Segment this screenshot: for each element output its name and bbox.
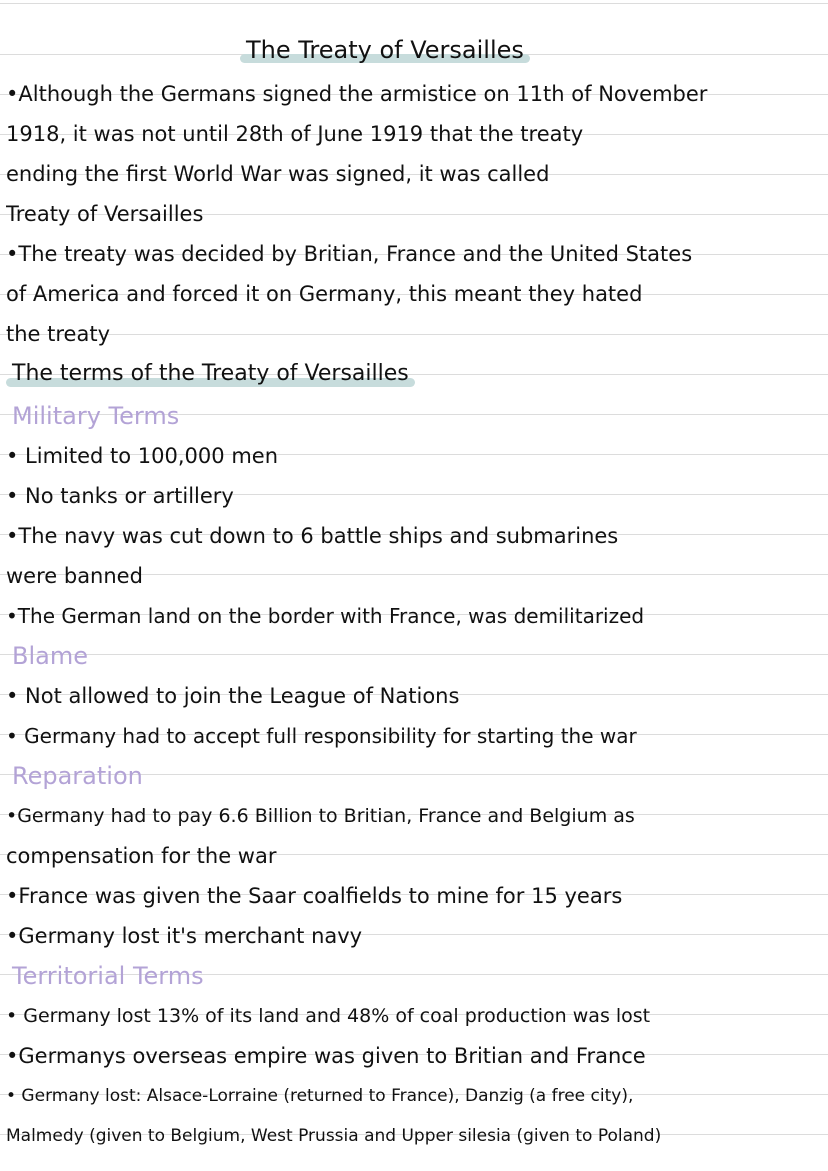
list-item: •Germanys overseas empire was given to Britian and France — [6, 1044, 646, 1068]
intro-line: •The treaty was decided by Britian, France and the United States — [6, 242, 693, 266]
subtitle-wrap — [12, 354, 409, 394]
list-item: Malmedy (given to Belgium, West Prussia and Upper silesia (given to Poland) — [6, 1126, 662, 1146]
list-item: •The navy was cut down to 6 battle ships and submarines — [6, 524, 619, 548]
page-title-wrap — [246, 30, 524, 70]
list-item: were banned — [6, 564, 143, 588]
intro-line: •Although the Germans signed the armistice on 11th of November — [6, 82, 708, 106]
list-item: •Germany lost it's merchant navy — [6, 924, 363, 948]
intro-line: ending the first World War was signed, it was called — [6, 162, 550, 186]
intro-line: of America and forced it on Germany, this meant they hated — [6, 282, 643, 306]
page-title: The Treaty of Versailles — [246, 36, 524, 64]
list-item: • Germany lost 13% of its land and 48% of coal production was lost — [6, 1005, 651, 1027]
section-heading-territorial: Territorial Terms — [12, 962, 204, 990]
subtitle: The terms of the Treaty of Versailles — [12, 361, 409, 386]
section-heading-reparation: Reparation — [12, 762, 143, 790]
list-item: compensation for the war — [6, 844, 277, 868]
list-item: •Germany had to pay 6.6 Billion to Britian, France and Belgium as — [6, 805, 635, 827]
list-item: • Not allowed to join the League of Nations — [6, 684, 460, 708]
list-item: •France was given the Saar coalfields to mine for 15 years — [6, 884, 623, 908]
list-item: • No tanks or artillery — [6, 484, 234, 508]
section-heading-blame: Blame — [12, 642, 88, 670]
list-item: •The German land on the border with France, was demilitarized — [6, 604, 645, 628]
list-item: • Germany had to accept full responsibility for starting the war — [6, 724, 637, 748]
section-heading-military: Military Terms — [12, 402, 180, 430]
list-item: • Limited to 100,000 men — [6, 444, 279, 468]
intro-line: 1918, it was not until 28th of June 1919 that the treaty — [6, 122, 584, 146]
list-item: • Germany lost: Alsace-Lorraine (returned to France), Danzig (a free city), — [6, 1086, 634, 1106]
intro-line: Treaty of Versailles — [6, 202, 204, 226]
intro-line: the treaty — [6, 322, 110, 346]
